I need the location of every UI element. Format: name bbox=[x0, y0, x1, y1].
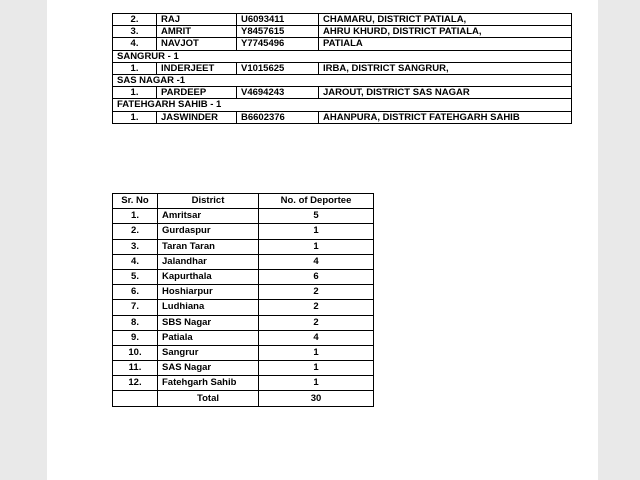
deportee-row bbox=[113, 38, 572, 50]
deportee-row bbox=[113, 87, 572, 99]
document-page bbox=[47, 0, 598, 480]
summary-district-cell: Jalandhar bbox=[158, 254, 259, 269]
address-cell: AHANPURA, DISTRICT FATEHGARH SAHIB bbox=[319, 111, 572, 123]
deportee-row bbox=[113, 14, 572, 26]
summary-row bbox=[113, 224, 374, 239]
summary-row bbox=[113, 285, 374, 300]
summary-count-cell: 1 bbox=[259, 239, 374, 254]
summary-sr-cell: 9. bbox=[113, 330, 158, 345]
summary-row bbox=[113, 254, 374, 269]
summary-sr-cell: 12. bbox=[113, 376, 158, 391]
name-cell: NAVJOT bbox=[157, 38, 237, 50]
name-cell: RAJ bbox=[157, 14, 237, 26]
serial-number-cell: 1. bbox=[113, 111, 157, 123]
deportee-list-table bbox=[112, 13, 572, 124]
passport-number-cell: Y8457615 bbox=[237, 26, 319, 38]
total-value: 30 bbox=[259, 391, 374, 406]
header-district: District bbox=[158, 194, 259, 209]
passport-number-cell: Y7745496 bbox=[237, 38, 319, 50]
summary-row bbox=[113, 239, 374, 254]
deportee-row bbox=[113, 62, 572, 74]
summary-total-row bbox=[113, 391, 374, 406]
summary-sr-cell: 2. bbox=[113, 224, 158, 239]
name-cell: AMRIT bbox=[157, 26, 237, 38]
district-section-row bbox=[113, 50, 572, 62]
summary-district-cell: Hoshiarpur bbox=[158, 285, 259, 300]
summary-row bbox=[113, 330, 374, 345]
header-sr-no: Sr. No bbox=[113, 194, 158, 209]
summary-row bbox=[113, 209, 374, 224]
summary-count-cell: 2 bbox=[259, 315, 374, 330]
summary-district-cell: Sangrur bbox=[158, 345, 259, 360]
summary-count-cell: 1 bbox=[259, 345, 374, 360]
summary-district-cell: Taran Taran bbox=[158, 239, 259, 254]
summary-district-cell: Gurdaspur bbox=[158, 224, 259, 239]
summary-count-cell: 2 bbox=[259, 285, 374, 300]
summary-district-cell: Fatehgarh Sahib bbox=[158, 376, 259, 391]
district-section-label: FATEHGARH SAHIB - 1 bbox=[113, 99, 572, 111]
summary-count-cell: 4 bbox=[259, 254, 374, 269]
summary-sr-cell: 7. bbox=[113, 300, 158, 315]
summary-district-cell: SBS Nagar bbox=[158, 315, 259, 330]
address-cell: CHAMARU, DISTRICT PATIALA, bbox=[319, 14, 572, 26]
name-cell: INDERJEET bbox=[157, 62, 237, 74]
address-cell: JAROUT, DISTRICT SAS NAGAR bbox=[319, 87, 572, 99]
passport-number-cell: V4694243 bbox=[237, 87, 319, 99]
header-deportee-count: No. of Deportee bbox=[259, 194, 374, 209]
serial-number-cell: 2. bbox=[113, 14, 157, 26]
summary-district-cell: Patiala bbox=[158, 330, 259, 345]
summary-count-cell: 4 bbox=[259, 330, 374, 345]
summary-row bbox=[113, 376, 374, 391]
total-label: Total bbox=[158, 391, 259, 406]
summary-body bbox=[113, 209, 374, 391]
deportee-row bbox=[113, 26, 572, 38]
district-section-row bbox=[113, 74, 572, 86]
summary-sr-cell: 5. bbox=[113, 269, 158, 284]
summary-district-cell: Kapurthala bbox=[158, 269, 259, 284]
summary-row bbox=[113, 315, 374, 330]
summary-sr-cell: 4. bbox=[113, 254, 158, 269]
summary-row bbox=[113, 300, 374, 315]
summary-sr-cell: 10. bbox=[113, 345, 158, 360]
summary-sr-cell: 11. bbox=[113, 361, 158, 376]
district-section-row bbox=[113, 99, 572, 111]
total-empty-cell bbox=[113, 391, 158, 406]
deportee-row bbox=[113, 111, 572, 123]
summary-sr-cell: 1. bbox=[113, 209, 158, 224]
serial-number-cell: 4. bbox=[113, 38, 157, 50]
summary-district-cell: SAS Nagar bbox=[158, 361, 259, 376]
summary-count-cell: 5 bbox=[259, 209, 374, 224]
summary-sr-cell: 6. bbox=[113, 285, 158, 300]
name-cell: PARDEEP bbox=[157, 87, 237, 99]
summary-row bbox=[113, 345, 374, 360]
district-summary-table bbox=[112, 193, 374, 407]
address-cell: AHRU KHURD, DISTRICT PATIALA, bbox=[319, 26, 572, 38]
address-cell: IRBA, DISTRICT SANGRUR, bbox=[319, 62, 572, 74]
district-section-label: SANGRUR - 1 bbox=[113, 50, 572, 62]
passport-number-cell: U6093411 bbox=[237, 14, 319, 26]
serial-number-cell: 1. bbox=[113, 87, 157, 99]
summary-row bbox=[113, 361, 374, 376]
summary-count-cell: 1 bbox=[259, 376, 374, 391]
summary-count-cell: 6 bbox=[259, 269, 374, 284]
passport-number-cell: B6602376 bbox=[237, 111, 319, 123]
serial-number-cell: 1. bbox=[113, 62, 157, 74]
summary-count-cell: 1 bbox=[259, 224, 374, 239]
serial-number-cell: 3. bbox=[113, 26, 157, 38]
address-cell: PATIALA bbox=[319, 38, 572, 50]
passport-number-cell: V1015625 bbox=[237, 62, 319, 74]
summary-count-cell: 2 bbox=[259, 300, 374, 315]
deportee-list-body bbox=[113, 14, 572, 124]
summary-sr-cell: 8. bbox=[113, 315, 158, 330]
summary-header-row bbox=[113, 194, 374, 209]
summary-count-cell: 1 bbox=[259, 361, 374, 376]
name-cell: JASWINDER bbox=[157, 111, 237, 123]
summary-sr-cell: 3. bbox=[113, 239, 158, 254]
summary-district-cell: Ludhiana bbox=[158, 300, 259, 315]
summary-row bbox=[113, 269, 374, 284]
district-section-label: SAS NAGAR -1 bbox=[113, 74, 572, 86]
summary-district-cell: Amritsar bbox=[158, 209, 259, 224]
